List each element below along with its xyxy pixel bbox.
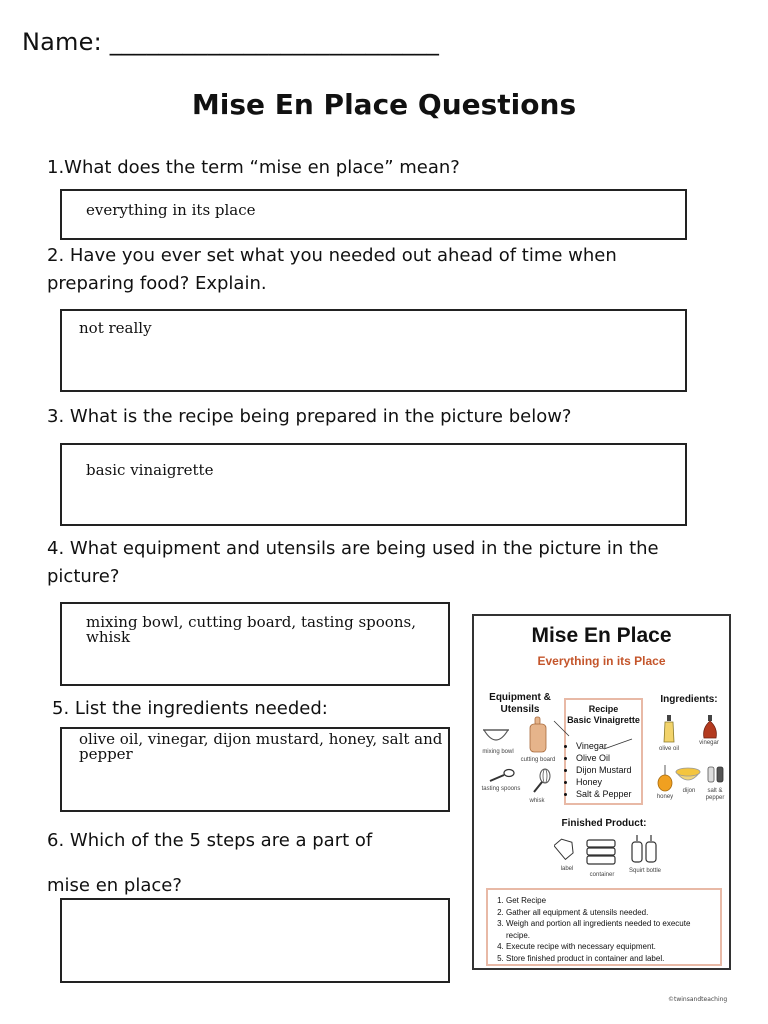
vinegar-icon bbox=[701, 714, 719, 740]
question-4-line-1: 4. What equipment and utensils are being used in the picture in the bbox=[47, 538, 659, 559]
ingredient-label: vinegar bbox=[699, 740, 719, 746]
answer-2-text: not really bbox=[79, 319, 152, 337]
answer-5-line-1: olive oil, vinegar, dijon mustard, honey, salt and bbox=[79, 730, 443, 748]
step-item: 1. Get Recipe bbox=[506, 895, 716, 907]
answer-box-4[interactable] bbox=[60, 602, 450, 686]
question-2-line-2: preparing food? Explain. bbox=[47, 273, 267, 294]
poster-subtitle: Everything in its Place bbox=[537, 654, 666, 668]
ingredient-label: honey bbox=[656, 794, 674, 800]
connector-lines bbox=[544, 711, 634, 751]
equipment-label: cutting board bbox=[520, 757, 556, 763]
finished-product-heading: Finished Product: bbox=[561, 818, 647, 829]
question-6-line-2: mise en place? bbox=[47, 875, 182, 896]
question-4 bbox=[47, 535, 659, 591]
step-item: 2. Gather all equipment & utensils needed. bbox=[506, 907, 716, 919]
recipe-item: • Honey bbox=[576, 776, 632, 788]
step-item-text-continued: recipe. bbox=[506, 930, 531, 940]
steps-list bbox=[488, 890, 720, 964]
question-2 bbox=[47, 242, 617, 298]
olive-oil-icon bbox=[662, 714, 676, 744]
answer-box-5[interactable] bbox=[60, 727, 450, 812]
squirt-bottle-icon bbox=[630, 834, 658, 864]
equipment-heading-line-2: Utensils bbox=[500, 704, 540, 715]
answer-box-3[interactable] bbox=[60, 443, 687, 526]
question-1: 1.What does the term “mise en place” mean? bbox=[47, 157, 460, 178]
recipe-item: • Dijon Mustard bbox=[576, 764, 632, 776]
name-field-label: Name: ___________________________ bbox=[22, 28, 440, 56]
answer-5-line-2: pepper bbox=[79, 745, 133, 763]
step-item bbox=[506, 918, 716, 941]
answer-box-1[interactable] bbox=[60, 189, 687, 240]
poster-title: Mise En Place bbox=[531, 624, 672, 647]
answer-box-2[interactable] bbox=[60, 309, 687, 392]
finished-label: container bbox=[589, 872, 615, 878]
container-icon bbox=[584, 836, 618, 866]
answer-3-text: basic vinaigrette bbox=[86, 461, 214, 479]
steps-box bbox=[486, 888, 722, 966]
ingredient-label bbox=[700, 788, 730, 802]
copyright-credit: ©twinsandteaching bbox=[668, 996, 728, 1003]
label-icon bbox=[554, 836, 576, 860]
honey-icon bbox=[656, 764, 674, 792]
question-4-line-2: picture? bbox=[47, 566, 120, 587]
ingredient-label-line-1: salt & bbox=[707, 788, 723, 794]
equipment-heading-line-1: Equipment & bbox=[489, 692, 551, 703]
step-item-text: Weigh and portion all ingredients needed to execute bbox=[506, 919, 691, 928]
answer-box-6[interactable] bbox=[60, 898, 450, 983]
mise-en-place-poster bbox=[472, 614, 731, 970]
finished-label: label bbox=[560, 866, 574, 872]
ingredient-label: olive oil bbox=[658, 746, 679, 752]
recipe-item: • Vinegar bbox=[576, 740, 632, 752]
ingredient-label-line-2: pepper bbox=[705, 795, 725, 801]
question-3: 3. What is the recipe being prepared in the picture below? bbox=[47, 406, 572, 427]
question-5: 5. List the ingredients needed: bbox=[52, 698, 328, 719]
answer-1-text: everything in its place bbox=[86, 201, 256, 219]
question-6-line-1: 6. Which of the 5 steps are a part of bbox=[47, 830, 373, 851]
ingredient-label: dijon bbox=[682, 788, 696, 794]
dijon-icon bbox=[674, 766, 702, 786]
equipment-label: mixing bowl bbox=[482, 749, 514, 755]
answer-4-text: mixing bowl, cutting board, tasting spoons, whisk bbox=[86, 613, 416, 646]
recipe-heading-line-1: Recipe bbox=[588, 704, 619, 714]
mixing-bowl-icon bbox=[482, 724, 510, 746]
tasting-spoon-icon bbox=[488, 768, 516, 784]
recipe-item: • Salt & Pepper bbox=[576, 788, 632, 800]
recipe-heading-line-2: Basic Vinaigrette bbox=[567, 715, 640, 725]
recipe-item: • Olive Oil bbox=[576, 752, 632, 764]
answer-5-text bbox=[79, 732, 442, 762]
ingredients-heading: Ingredients: bbox=[660, 694, 718, 705]
equipment-label: whisk bbox=[529, 798, 545, 804]
step-item: 5. Store finished product in container and label. bbox=[506, 953, 716, 965]
salt-pepper-icon bbox=[706, 764, 726, 784]
page-title: Mise En Place Questions bbox=[191, 88, 577, 121]
finished-label: Squirt bottle bbox=[628, 868, 662, 874]
question-2-line-1: 2. Have you ever set what you needed out ahead of time when bbox=[47, 245, 617, 266]
equipment-label: tasting spoons bbox=[481, 786, 521, 792]
step-item: 4. Execute recipe with necessary equipment. bbox=[506, 941, 716, 953]
whisk-icon bbox=[531, 768, 553, 794]
